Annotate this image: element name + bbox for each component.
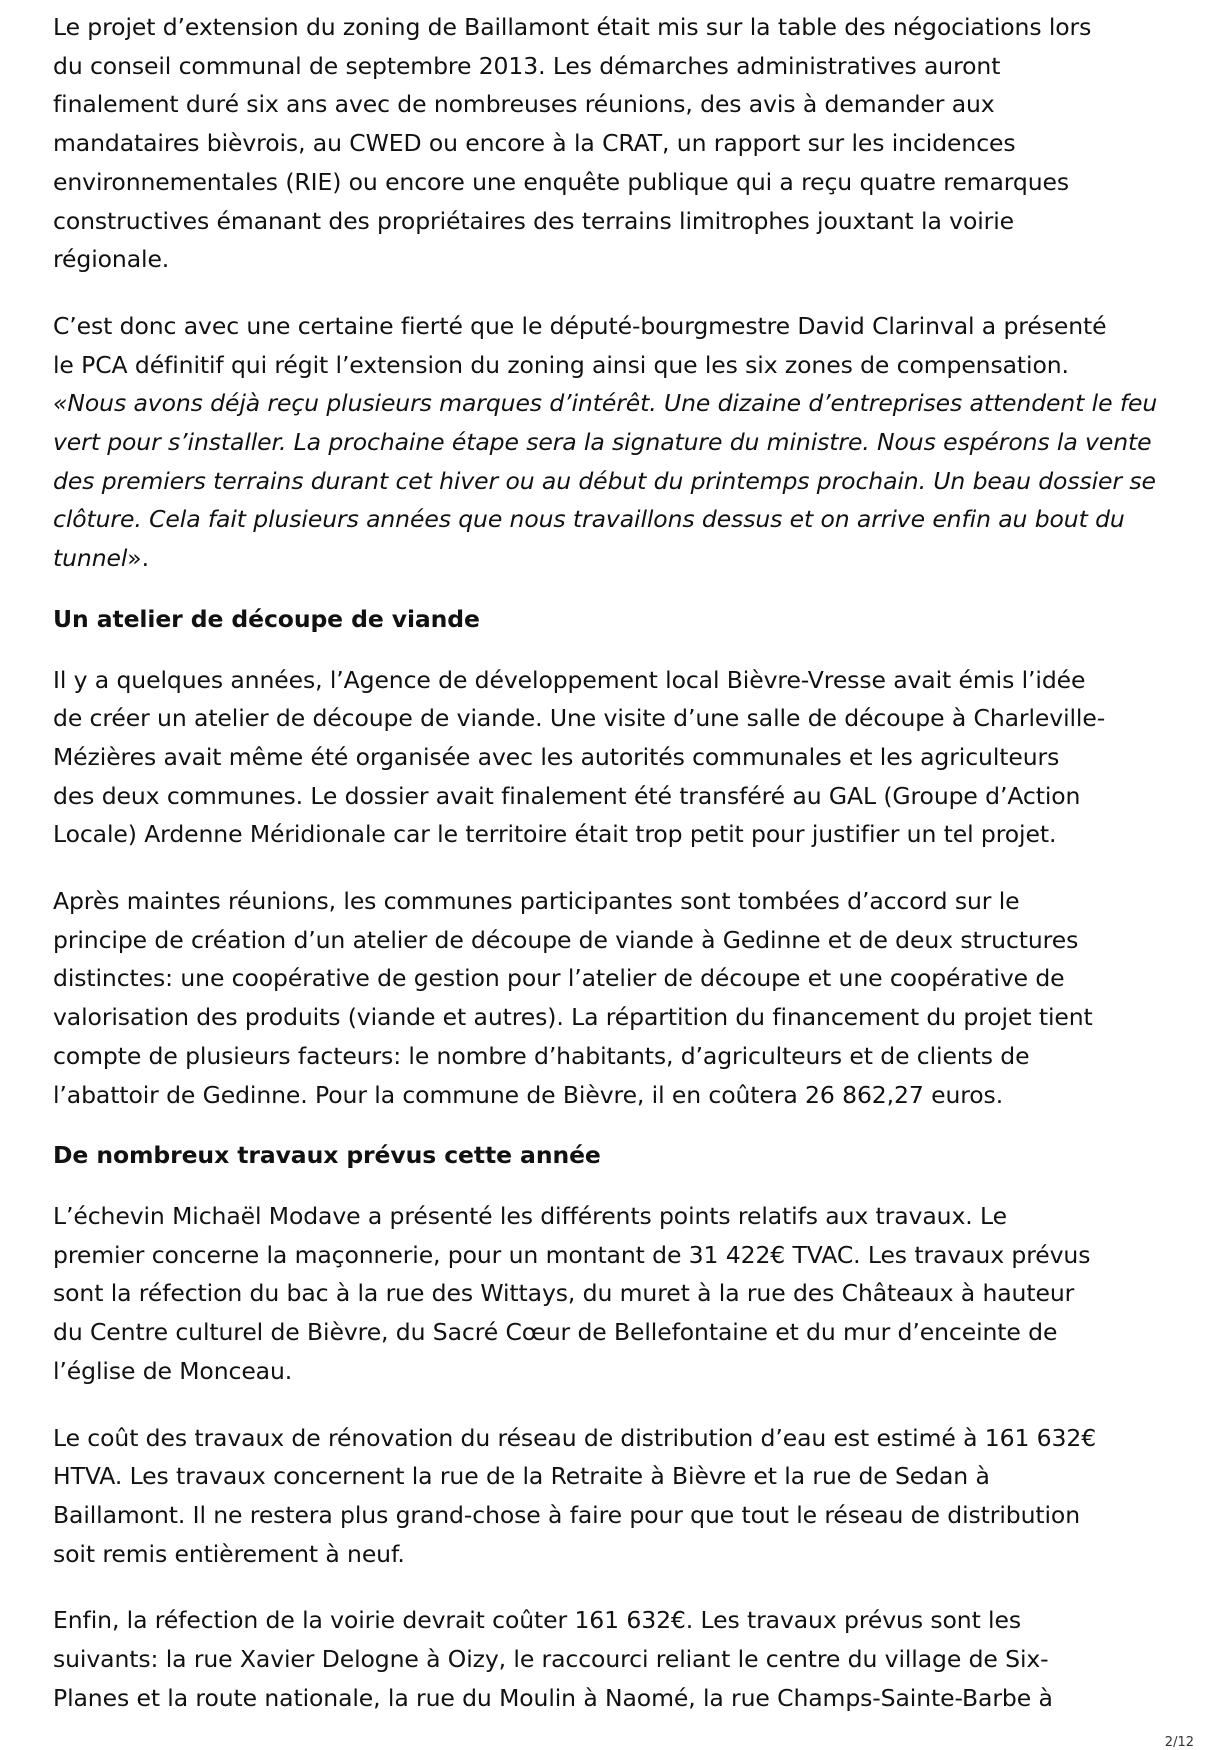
paragraph-pca (53, 307, 1163, 578)
paragraph-voirie (53, 1601, 1163, 1717)
section-heading-travaux: De nombreux travaux prévus cette année (53, 1141, 601, 1170)
text-line: finalement duré six ans avec de nombreuses réunions, des avis à demander aux (53, 90, 995, 119)
text-line: L’échevin Michaël Modave a présenté les différents points relatifs aux travaux. Le (53, 1201, 1007, 1230)
page-number: 2/12 (1164, 1735, 1194, 1750)
paragraph-maconnerie (53, 1197, 1163, 1391)
section-heading-atelier: Un atelier de découpe de viande (53, 604, 480, 633)
text-line: de créer un atelier de découpe de viande. Une visite d’une salle de découpe à Charleville- (53, 704, 1106, 733)
text-line: C’est donc avec une certaine fierté que le député-bourgmestre David Clarinval a présenté (53, 311, 1107, 340)
text-line: le PCA définitif qui régit l’extension du zoning ainsi que les six zones de compensation. (53, 350, 1069, 379)
quote-end-line (53, 539, 1163, 578)
quote-line: «Nous avons déjà reçu plusieurs marques d’intérêt. Une dizaine d’entreprises attendent le feu (53, 389, 1158, 418)
text-line: l’église de Monceau. (53, 1356, 293, 1385)
text-line: sont la réfection du bac à la rue des Wittays, du muret à la rue des Châteaux à hauteur (53, 1279, 1075, 1308)
text-line: suivants: la rue Xavier Delogne à Oizy, le raccourci reliant le centre du village de Six- (53, 1645, 1049, 1674)
text-line: soit remis entièrement à neuf. (53, 1539, 405, 1568)
text-line: Le coût des travaux de rénovation du réseau de distribution d’eau est estimé à 161 632€ (53, 1423, 1097, 1452)
text-line: régionale. (53, 245, 170, 274)
text-line: valorisation des produits (viande et autres). La répartition du financement du projet tient (53, 1003, 1093, 1032)
paragraph-agence (53, 661, 1163, 855)
text-line: Enfin, la réfection de la voirie devrait coûter 161 632€. Les travaux prévus sont les (53, 1606, 1021, 1635)
text-line: Il y a quelques années, l’Agence de développement local Bièvre-Vresse avait émis l’idée (53, 665, 1086, 694)
quote-close-mark: ». (127, 544, 149, 573)
text-line: HTVA. Les travaux concernent la rue de la Retraite à Bièvre et la rue de Sedan à (53, 1462, 990, 1491)
text-line: du conseil communal de septembre 2013. Les démarches administratives auront (53, 51, 1001, 80)
text-line: Le projet d’extension du zoning de Baillamont était mis sur la table des négociations lors (53, 13, 1092, 41)
text-line: constructives émanant des propriétaires des terrains limitrophes jouxtant la voirie (53, 206, 1014, 235)
text-line: compte de plusieurs facteurs: le nombre d’habitants, d’agriculteurs et de clients de (53, 1041, 1030, 1070)
paragraph-cooperative (53, 882, 1163, 1114)
text-line: Après maintes réunions, les communes participantes sont tombées d’accord sur le (53, 887, 1020, 916)
quote-line: des premiers terrains durant cet hiver ou au début du printemps prochain. Un beau dossier se (53, 466, 1156, 495)
article-body (53, 8, 1163, 1717)
text-line: Mézières avait même été organisée avec les autorités communales et les agriculteurs (53, 742, 1060, 771)
text-line: Locale) Ardenne Méridionale car le territoire était trop petit pour justifier un tel projet. (53, 820, 1057, 849)
quote-line: vert pour s’installer. La prochaine étape sera la signature du ministre. Nous espérons la vente (53, 428, 1152, 457)
text-line: l’abattoir de Gedinne. Pour la commune de Bièvre, il en coûtera 26 862,27 euros. (53, 1080, 1004, 1109)
text-line: Planes et la route nationale, la rue du Moulin à Naomé, la rue Champs-Sainte-Barbe à (53, 1683, 1053, 1712)
paragraph-eau (53, 1419, 1163, 1574)
quote-line: clôture. Cela fait plusieurs années que nous travaillons dessus et on arrive enfin au bout du (53, 505, 1125, 534)
text-line: principe de création d’un atelier de découpe de viande à Gedinne et de deux structures (53, 925, 1079, 954)
text-line: premier concerne la maçonnerie, pour un montant de 31 422€ TVAC. Les travaux prévus (53, 1240, 1091, 1269)
text-line: Baillamont. Il ne restera plus grand-chose à faire pour que tout le réseau de distribution (53, 1500, 1080, 1529)
text-line: mandataires bièvrois, au CWED ou encore à la CRAT, un rapport sur les incidences (53, 129, 1016, 158)
text-line: distinctes: une coopérative de gestion pour l’atelier de découpe et une coopérative de (53, 964, 1065, 993)
quote-end-text: tunnel (53, 544, 128, 573)
paragraph-zoning (53, 8, 1163, 279)
text-line: des deux communes. Le dossier avait finalement été transféré au GAL (Groupe d’Action (53, 781, 1081, 810)
text-line: du Centre culturel de Bièvre, du Sacré Cœur de Bellefontaine et du mur d’enceinte de (53, 1318, 1058, 1347)
text-line: environnementales (RIE) ou encore une enquête publique qui a reçu quatre remarques (53, 167, 1070, 196)
